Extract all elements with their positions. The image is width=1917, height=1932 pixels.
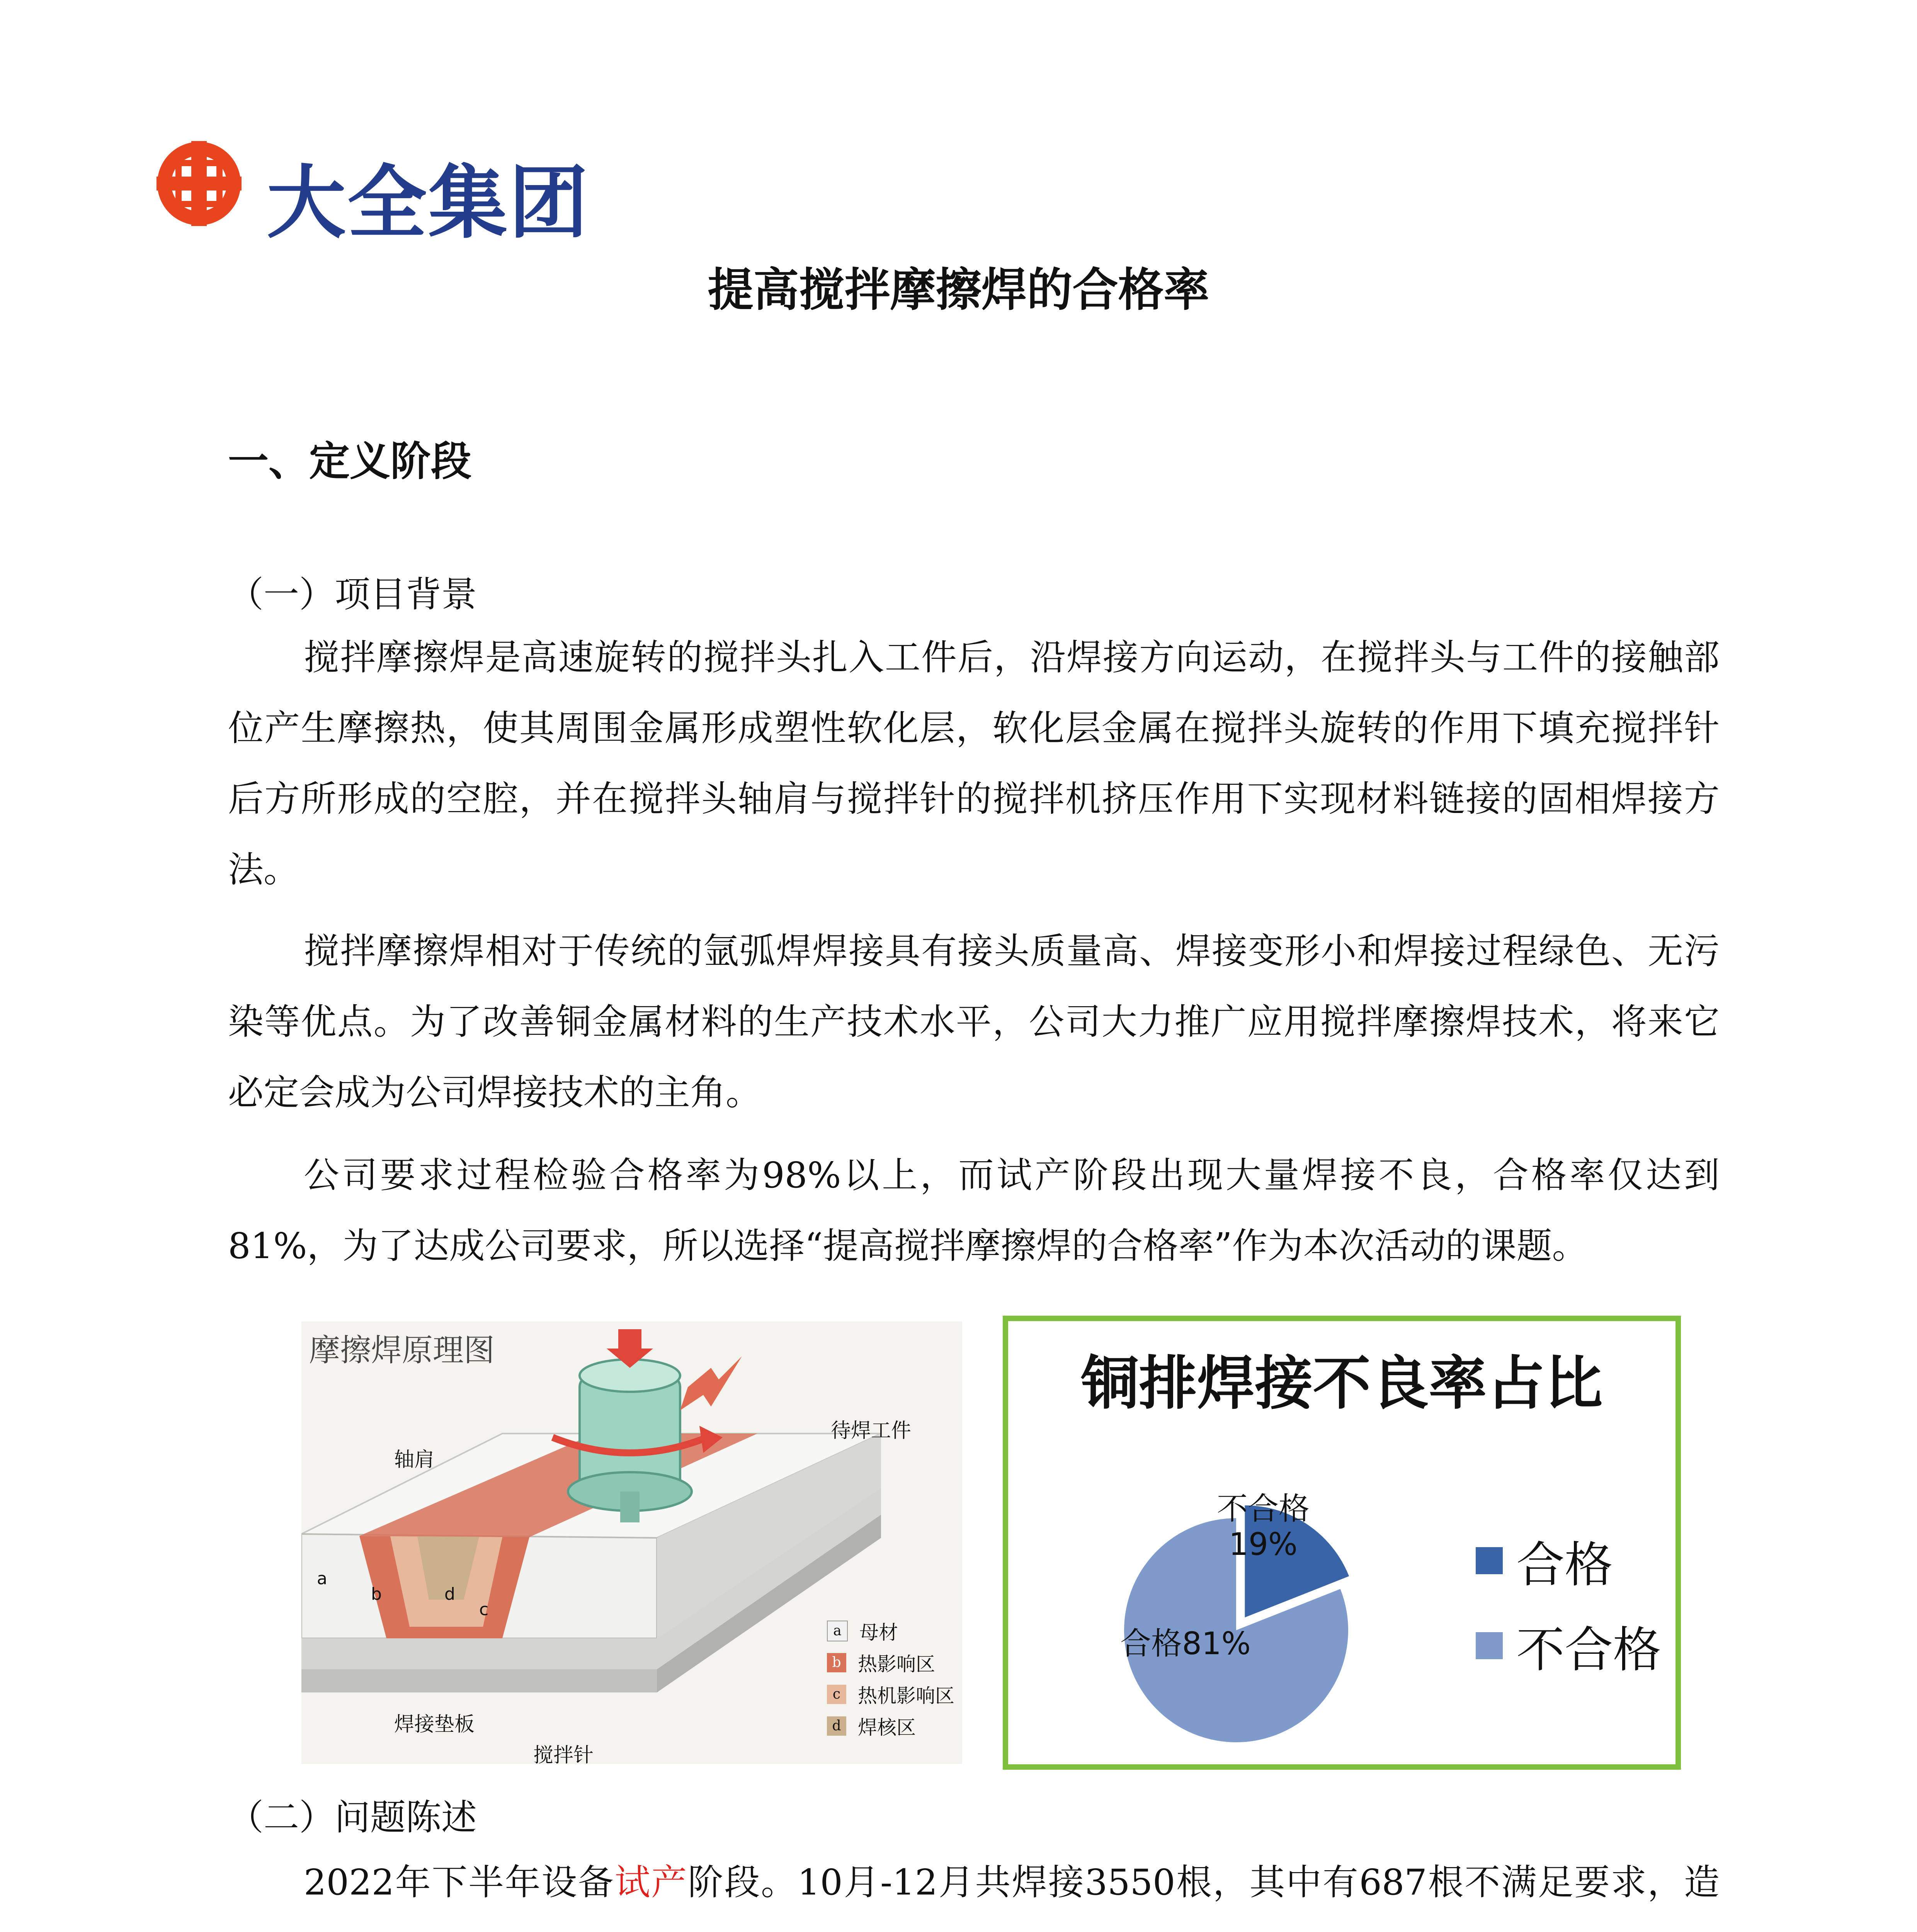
logo-text: 大全集团 [267, 157, 590, 249]
chart-title: 铜排焊接不良率占比 [1081, 1350, 1603, 1417]
legend-swatch: c [827, 1685, 846, 1704]
problem-text-part: 阶段。10月-12月共焊接3550根，其中有687根不满足要求，造 [687, 1862, 1720, 1903]
zone-letter-d: d [444, 1584, 455, 1604]
paragraph-3: 公司要求过程检验合格率为98%以上，而试产阶段出现大量焊接不良，合格率仅达到81%，为了达成公司要求，所以选择“提高搅拌摩擦焊的合格率”作为本次活动的课题。 [228, 1155, 1720, 1267]
label-shoulder: 轴肩 [394, 1448, 435, 1471]
chart-legend [1476, 1518, 1661, 1688]
legend-swatch [1476, 1632, 1503, 1659]
legend-item [827, 1647, 958, 1679]
legend-item [1476, 1603, 1661, 1688]
legend-item [827, 1710, 958, 1742]
diagram-title: 摩擦焊原理图 [309, 1332, 495, 1368]
data-label-qualified: 合格81% [1120, 1626, 1251, 1662]
data-label-unqualified: 不合格19% [1217, 1491, 1310, 1562]
legend-label: 热机影响区 [858, 1685, 954, 1707]
problem-text-highlight: 试产 [614, 1862, 688, 1903]
legend-item [1476, 1518, 1661, 1603]
paragraph-2: 搅拌摩擦焊相对于传统的氩弧焊焊接具有接头质量高、焊接变形小和焊接过程绿色、无污染等优点。为了改善铜金属材料的生产技术水平，公司大力推广应用搅拌摩擦焊技术，将来它必定会成为公司焊接技术的主角。 [228, 930, 1720, 1113]
paragraph-1: 搅拌摩擦焊是高速旋转的搅拌头扎入工件后，沿焊接方向运动，在搅拌头与工件的接触部位产生摩擦热，使其周围金属形成塑性软化层，软化层金属在搅拌头旋转的作用下填充搅拌针后方所形成的空腔，并在搅拌头轴肩与搅拌针的搅拌机挤压作用下实现材料链接的固相焊接方法。 [228, 637, 1720, 890]
label-backing: 焊接垫板 [394, 1713, 475, 1736]
legend-label: 不合格 [1516, 1622, 1661, 1678]
problem-text-part: 2022年下半年设备 [304, 1862, 615, 1903]
label-pin: 搅拌针 [533, 1744, 594, 1764]
legend-swatch: a [827, 1621, 848, 1641]
legend-label: 焊核区 [858, 1716, 916, 1739]
legend-swatch: b [827, 1653, 846, 1672]
section-heading: 一、定义阶段 [228, 438, 472, 485]
legend-item [827, 1615, 958, 1647]
legend-label: 合格 [1516, 1537, 1613, 1593]
legend-label: 母材 [859, 1621, 898, 1644]
legend-label: 热影响区 [858, 1653, 935, 1675]
pie-chart-panel [1003, 1316, 1681, 1770]
subsection-problem-heading: （二）问题陈述 [228, 1797, 477, 1838]
logo-emblem-icon [155, 139, 243, 228]
zone-letter-b: b [371, 1584, 382, 1604]
legend-swatch [1476, 1547, 1503, 1574]
label-workpiece: 待焊工件 [831, 1419, 912, 1442]
zone-letter-c: c [479, 1600, 489, 1619]
company-logo [155, 131, 611, 249]
page-title: 提高搅拌摩擦焊的合格率 [708, 263, 1209, 316]
friction-weld-diagram [301, 1321, 962, 1764]
legend-swatch: d [827, 1716, 846, 1736]
zone-letter-a: a [317, 1569, 327, 1588]
paragraph-problem [228, 1847, 1720, 1932]
subsection-background-heading: （一）项目背景 [228, 574, 477, 615]
legend-item [827, 1679, 958, 1710]
zone-legend [827, 1615, 958, 1742]
